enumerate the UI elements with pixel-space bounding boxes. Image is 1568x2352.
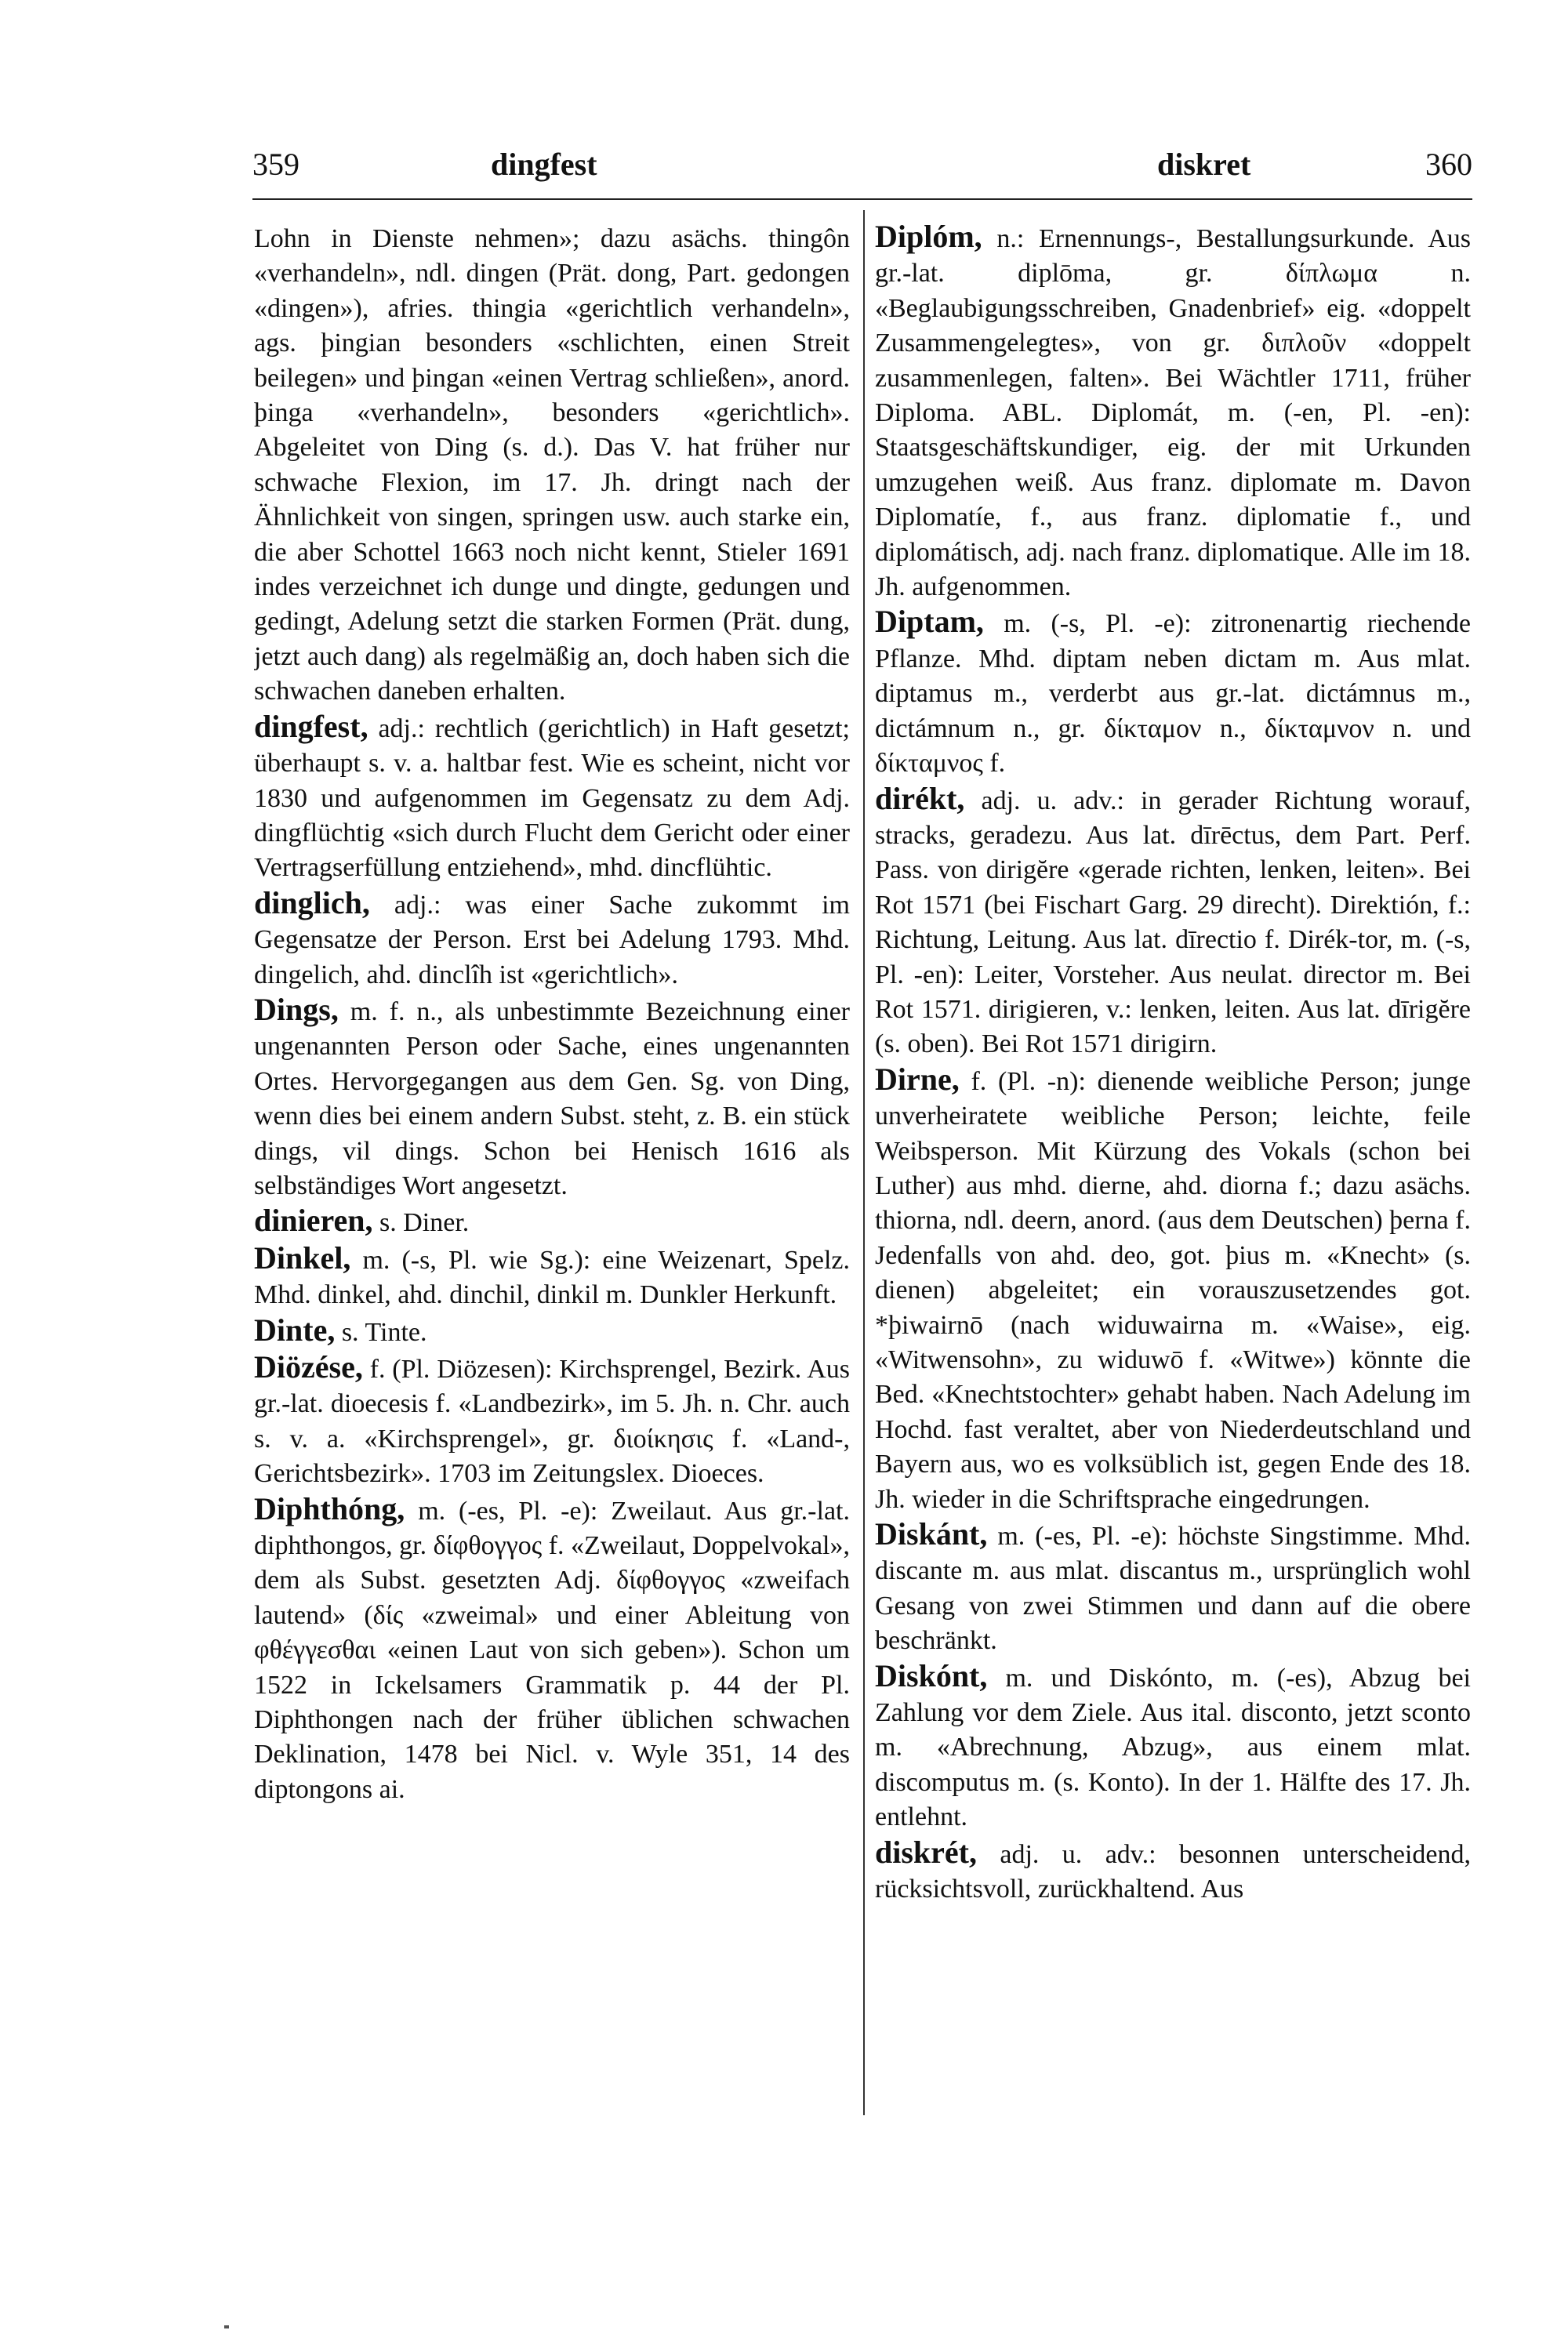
dictionary-entry [254,1350,850,1492]
entry-text: adj.: rechtlich (gerichtlich) in Haft gesetzt; überhaupt s. v. a. haltbar fest. Wie es scheint, nicht vor 1830 und aufgenommen im Gegensatz zu dem Adj. dingflüchtig «sich durch Flucht dem Gericht oder einer Vertragserfüllung entziehend», mhd. dincflühtic. [254,713,850,883]
entry-headword: dingfest, [254,708,368,744]
left-column [254,220,850,2125]
entry-headword: dinglich, [254,884,370,920]
entry-headword: Diptam, [875,604,984,640]
dictionary-entry [254,1241,850,1313]
entry-text: s. Tinte. [341,1317,427,1347]
dictionary-entry [875,604,1471,781]
dictionary-entry [254,1203,850,1240]
entry-headword: Dinkel, [254,1240,351,1276]
entry-text: m. (-s, Pl. -e): zitronenartig riechende Pflanze. Mhd. diptam neben dictam m. Aus mlat. diptamus m., verderbt aus gr.-lat. dictámnus m., dictámnum n., gr. δίκταμον n., δίκταμνον n. und δίκταμνος f. [875,609,1471,779]
entry-text: m. (-es, Pl. -e): Zweilaut. Aus gr.-lat. diphthongos, gr. δίφθογγος f. «Zweilaut, Doppelvokal», dem als Subst. gesetzten Adj. δίφθογγος «zweifach lautend» (δίς «zweimal» und einer Ableitung von φθέγγεσθαι «einen Laut von sich geben»). Schon um 1522 in Ickelsamers Grammatik p. 44 der Pl. Diphthongen nach der früher üblichen schwachen Deklination, 1478 bei Nicl. v. Wyle 351, 14 des diptongons ai. [254,1496,850,1804]
entry-headword: diskrét, [875,1834,977,1870]
entry-headword: Diskónt, [875,1657,988,1693]
running-headword-left: dingfest [491,147,597,182]
entry-headword: Dings, [254,991,339,1027]
entry-headword: Dirne, [875,1061,960,1097]
dictionary-entry [875,220,1471,604]
entry-headword: Diskánt, [875,1516,988,1552]
entry-text: m. (-es, Pl. -e): höchste Singstimme. Mhd. discante m. aus mlat. discantus m., ursprünglich wohl Gesang von zwei Stimmen und dann auf die obere beschränkt. [875,1522,1471,1656]
entry-text: f. (Pl. Diözesen): Kirchsprengel, Bezirk. Aus gr.-lat. dioecesis f. «Landbezirk», im 5. Jh. n. Chr. auch s. v. a. «Kirchsprengel», gr. διοίκησις f. «Land-, Gerichtsbezirk». 1703 im Zeitungslex. Dioeces. [254,1355,850,1489]
entry-text: m. f. n., als unbestimmte Bezeichnung einer ungenannten Person oder Sache, eines ungenannten Ortes. Hervorgegangen aus dem Gen. Sg. von Ding, wenn dies bei einem andern Subst. steht, z. B. ein stück dings, vil dings. Schon bei Henisch 1616 als selbständiges Wort angesetzt. [254,996,850,1200]
header-rule [252,198,1472,200]
dictionary-entry [254,1313,850,1350]
page-number-left: 359 [252,147,299,182]
entry-headword: Dinte, [254,1312,336,1348]
entry-text: n.: Ernennungs-, Bestallungsurkunde. Aus gr.-lat. diplōma, gr. δίπλωμα n. «Beglaubigungsschreiben, Gnadenbrief» eig. «doppelt Zusammengelegtes», von gr. διπλοῦν «doppelt zusammenlegen, falten». Bei Wächtler 1711, früher Diploma. ABL. Diplomát, m. (-en, Pl. -en): Staatsgeschäftskundiger, eig. der mit Urkunden umzugehen weiß. Aus franz. diplomate m. Davon Diplomatíe, f., aus franz. diplomatie f., und diplomátisch, adj. nach franz. diplomatique. Alle im 18. Jh. aufgenommen. [875,224,1471,602]
entry-headword: Diplóm, [875,220,982,254]
entry-headword: dinieren, [254,1203,373,1239]
entry-text: adj. u. adv.: besonnen unterscheidend, rücksichtsvoll, zurückhaltend. Aus [875,1839,1471,1904]
dictionary-entry [875,1062,1471,1517]
entry-text: Lohn in Dienste nehmen»; dazu asächs. thingôn «verhandeln», ndl. dingen (Prät. dong, Part. gedongen «dingen»), afries. thingia «gerichtlich verhandeln», ags. þingian besonders «schlichten, einen Streit beilegen» und þingan «einen Vertrag schließen», anord. þinga «verhandeln», besonders «gerichtlich». Abgeleitet von Ding (s. d.). Das V. hat früher nur schwache Flexion, im 17. Jh. dringt nach der Ähnlichkeit von singen, springen usw. auch starke ein, die aber Schottel 1663 noch nicht kennt, Stieler 1691 indes verzeichnet ich dunge und dingte, gedungen und gedingt, Adelung setzt die starken Formen (Prät. dung, jetzt auch dang) als regelmäßig an, doch haben sich die schwachen daneben erhalten. [254,224,850,706]
entry-text: f. (Pl. -n): dienende weibliche Person; junge unverheiratete weibliche Person; leichte, feile Weibsperson. Mit Kürzung des Vokals (schon bei Luther) aus mhd. dierne, ahd. diorna f.; dazu asächs. thiorna, ndl. deern, anord. (aus dem Deutschen) þerna f. Jedenfalls von ahd. deo, got. þius m. «Knecht» (s. dienen) abgeleitet; ein vorauszusetzendes got. *þiwairnō (nach widuwairna m. «Waise», eig. «Witwensohn», zu widuwō f. «Witwe») könnte die Bed. «Knechtstochter» gehabt haben. Nach Adelung im Hochd. fast veraltet, aber von Niederdeutschland und Bayern aus, wo es volksüblich ist, gegen Ende des 18. Jh. wieder in die Schriftsprache eingedrungen. [875,1066,1471,1514]
entry-text: m. und Diskónto, m. (-es), Abzug bei Zahlung vor dem Ziele. Aus ital. disconto, jetzt sconto m. «Abrechnung, Abzug», aus einem mlat. discomputus m. (s. Konto). In der 1. Hälfte des 17. Jh. entlehnt. [875,1663,1471,1832]
column-divider [863,210,865,2115]
running-header [252,146,1472,193]
entry-headword: dirékt, [875,780,965,816]
dictionary-entry [875,1517,1471,1659]
dictionary-entry [875,1835,1471,1907]
running-headword-right: diskret [1157,147,1251,182]
page-number-right: 360 [1425,147,1472,182]
entry-text: m. (-s, Pl. wie Sg.): eine Weizenart, Spelz. Mhd. dinkel, ahd. dinchil, dinkil m. Dunkler Herkunft. [254,1245,850,1310]
dictionary-entry [875,1659,1471,1835]
right-column [875,220,1471,2125]
entry-text: adj. u. adv.: in gerader Richtung worauf, stracks, geradezu. Aus lat. dīrēctus, dem Part. Perf. Pass. von dirigĕre «gerade richten, lenken, leiten». Bei Rot 1571 (bei Fischart Garg. 29 direcht). Direktión, f.: Richtung, Leitung. Aus lat. dīrectio f. Dirék-tor, m. (-s, Pl. -en): Leiter, Vorsteher. Aus neulat. director m. Bei Rot 1571. dirigieren, v.: lenken, leiten. Aus lat. dīrigĕre (s. oben). Bei Rot 1571 dirigirn. [875,786,1471,1059]
print-speck [224,2325,229,2328]
dictionary-entry [254,220,850,710]
entry-headword: Diözése, [254,1349,363,1385]
entry-text: adj.: was einer Sache zukommt im Gegensatze der Person. Erst bei Adelung 1793. Mhd. dingelich, ahd. dinclîh ist «gerichtlich». [254,890,850,989]
dictionary-entry [254,886,850,993]
dictionary-entry [875,782,1471,1062]
dictionary-entry [254,993,850,1203]
dictionary-entry [254,710,850,886]
entry-headword: Diphthóng, [254,1490,405,1526]
dictionary-entry [254,1492,850,1808]
entry-text: s. Diner. [379,1208,470,1238]
